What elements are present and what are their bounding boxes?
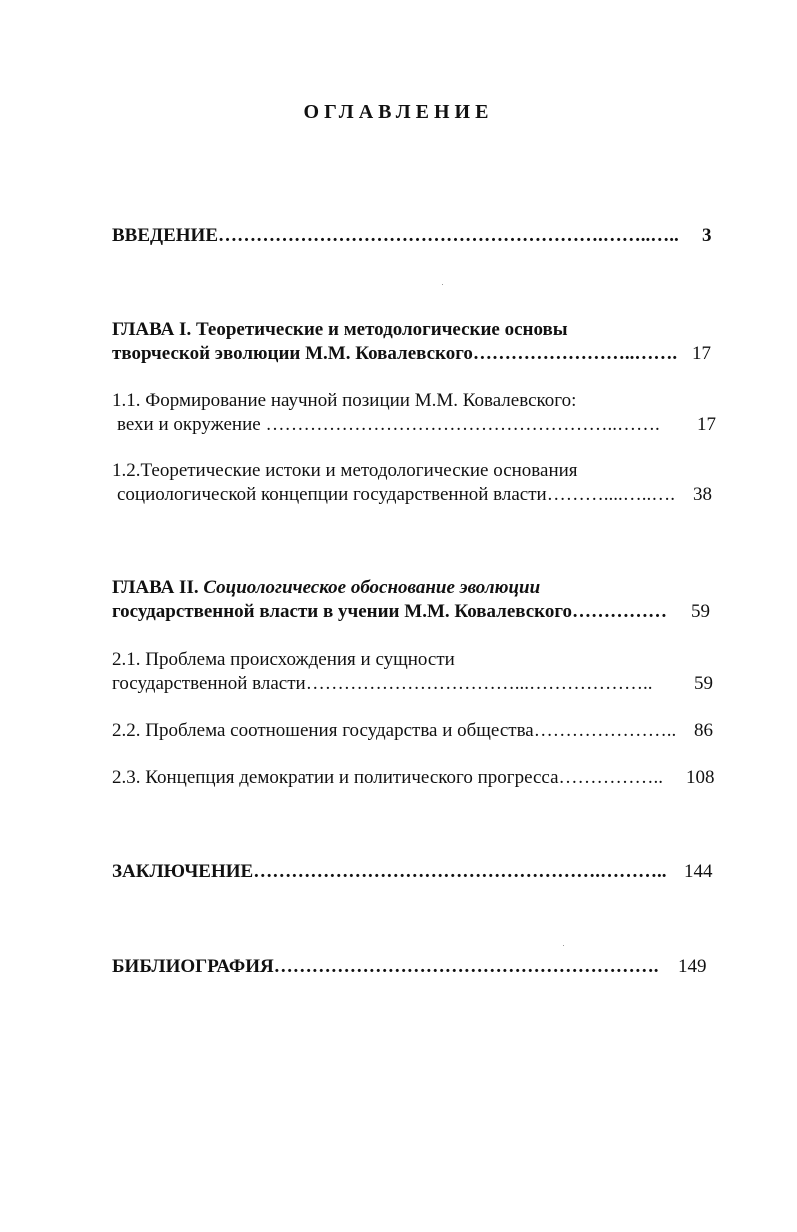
toc-chapter1-page: 17 xyxy=(692,343,711,364)
toc-chapter1-title-line2: творческой эволюции М.М. Ковалевского……………………..……. xyxy=(112,343,678,364)
toc-section-1-2-page: 38 xyxy=(693,484,712,505)
toc-conclusion-text: ЗАКЛЮЧЕНИЕ……………………………………………….……….. xyxy=(112,861,667,882)
toc-section-1-2-line1: 1.2.Теоретические истоки и методологические основания xyxy=(112,460,578,481)
toc-section-2-2-line1: 2.2. Проблема соотношения государства и общества………………….. xyxy=(112,720,677,741)
toc-chapter2-page: 59 xyxy=(691,601,710,622)
toc-section-1-2-line2: социологической концепции государственной власти………....…..…. xyxy=(117,484,675,505)
toc-section-1-1-line2: вехи и окружение ………………………………………………..……. xyxy=(117,414,660,435)
toc-chapter2-label: ГЛАВА II. xyxy=(112,577,199,598)
toc-section-2-3-line1: 2.3. Концепция демократии и политического прогресса…………….. xyxy=(112,767,664,788)
scan-speck xyxy=(563,945,564,946)
scan-speck xyxy=(442,284,443,285)
toc-section-1-1-line1: 1.1. Формирование научной позиции М.М. Ковалевского: xyxy=(112,390,577,411)
toc-section-2-2-page: 86 xyxy=(694,720,713,741)
toc-bibliography-text: БИБЛИОГРАФИЯ……………………………………………………. xyxy=(112,956,659,977)
toc-section-1-1-page: 17 xyxy=(697,414,716,435)
page-title: ОГЛАВЛЕНИЕ xyxy=(303,101,494,123)
toc-chapter2-title-line2: государственной власти в учении М.М. Ковалевского…………… xyxy=(112,601,668,622)
toc-section-2-1-page: 59 xyxy=(694,673,713,694)
toc-introduction-page: 3 xyxy=(702,225,712,246)
toc-conclusion-page: 144 xyxy=(684,861,713,882)
toc-chapter2-title-italic: Социологическое обоснование эволюции xyxy=(198,577,541,598)
toc-section-2-1-line1: 2.1. Проблема происхождения и сущности xyxy=(112,649,455,670)
toc-chapter2-title-line1 xyxy=(112,576,540,600)
toc-bibliography-page: 149 xyxy=(678,956,707,977)
toc-section-2-3-page: 108 xyxy=(686,767,715,788)
toc-chapter1-title-line1: ГЛАВА I. Теоретические и методологические основы xyxy=(112,319,568,340)
toc-introduction-text: ВВЕДЕНИЕ…………………………………………………….……..….. xyxy=(112,225,679,246)
toc-section-2-1-line2: государственной власти……………………………...……………….. xyxy=(112,673,653,694)
